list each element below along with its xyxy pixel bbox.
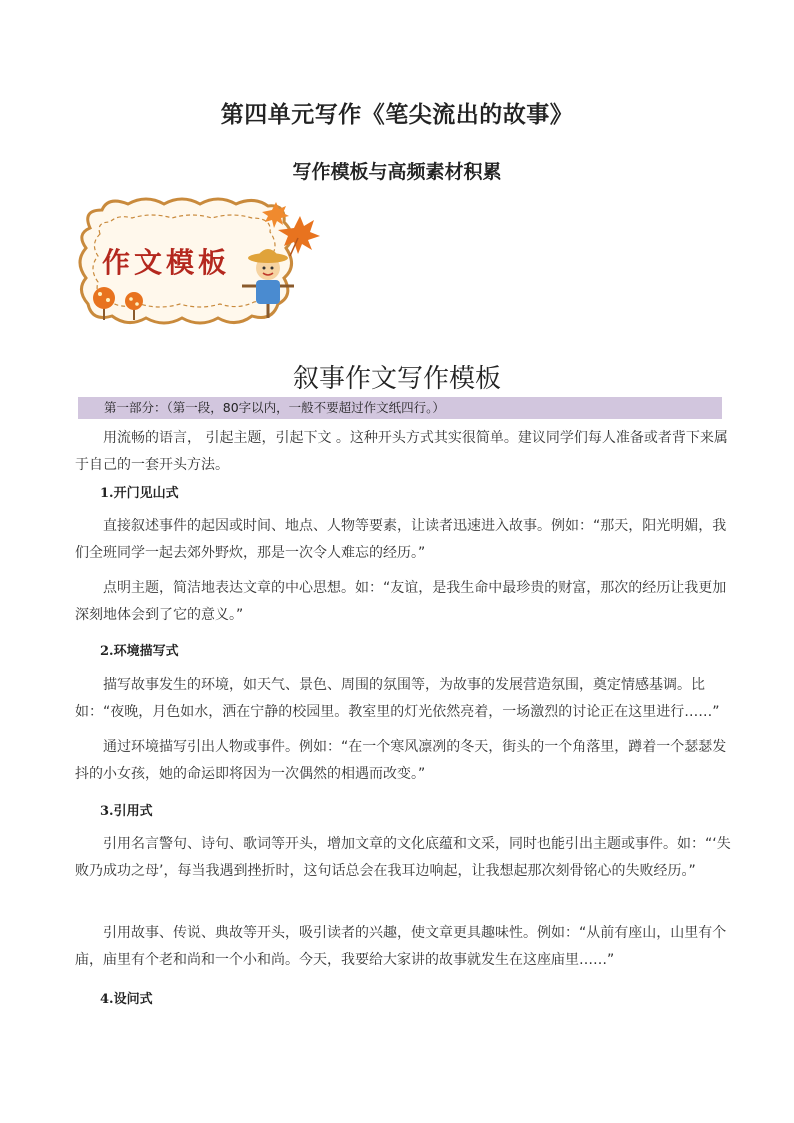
section-title: 叙事作文写作模板 (292, 364, 501, 394)
method-heading-3: 3.引用式 (100, 804, 153, 819)
section-banner: 第一部分：（第一段，80字以内，一般不要超过作文纸四行。） (78, 397, 722, 419)
method-heading-2: 2.环境描写式 (100, 644, 179, 659)
method-2-paragraph-1: 描写故事发生的环境，如天气、景色、周围的氛围等，为故事的发展营造氛围，奠定情感基调。比如：“夜晚，月色如水，洒在宁静的校园里。教室里的灯光依然亮着，一场激烈的讨论正在这里进行……” (75, 677, 720, 720)
template-badge (72, 188, 320, 334)
document-title: 第四单元写作《笔尖流出的故事》 (220, 101, 574, 128)
document-subtitle: 写作模板与高频素材积累 (292, 161, 502, 183)
method-3-paragraph-2: 引用故事、传说、典故等开头，吸引读者的兴趣，使文章更具趣味性。例如：“从前有座山，山里有个庙，庙里有个老和尚和一个小和尚。今天，我要给大家讲的故事就发生在这座庙里……” (75, 925, 727, 968)
intro-paragraph: 用流畅的语言， 引起主题，引起下文 。这种开头方式其实很简单。建议同学们每人准备或者背下来属于自己的一套开头方法。 (75, 430, 728, 473)
method-1-paragraph-1: 直接叙述事件的起因或时间、地点、人物等要素，让读者迅速进入故事。例如：“那天，阳光明媚，我们全班同学一起去郊外野炊，那是一次令人难忘的经历。” (75, 518, 727, 561)
method-heading-1: 1.开门见山式 (100, 486, 179, 501)
method-1-paragraph-2: 点明主题，简洁地表达文章的中心思想。如：“友谊，是我生命中最珍贵的财富，那次的经历让我更加深刻地体会到了它的意义。” (75, 580, 727, 623)
method-2-paragraph-2: 通过环境描写引出人物或事件。例如：“在一个寒风凛冽的冬天，街头的一个角落里，蹲着一个瑟瑟发抖的小女孩，她的命运即将因为一次偶然的相遇而改变。” (75, 739, 727, 782)
method-3-paragraph-1: 引用名言警句、诗句、歌词等开头，增加文章的文化底蕴和文采，同时也能引出主题或事件。如：“‘失败乃成功之母’，每当我遇到挫折时，这句话总会在我耳边响起，让我想起那次刻骨铭心的失败经历。” (75, 836, 731, 879)
method-heading-4: 4.设问式 (100, 992, 153, 1007)
badge-text: 作文模板 (102, 246, 231, 279)
